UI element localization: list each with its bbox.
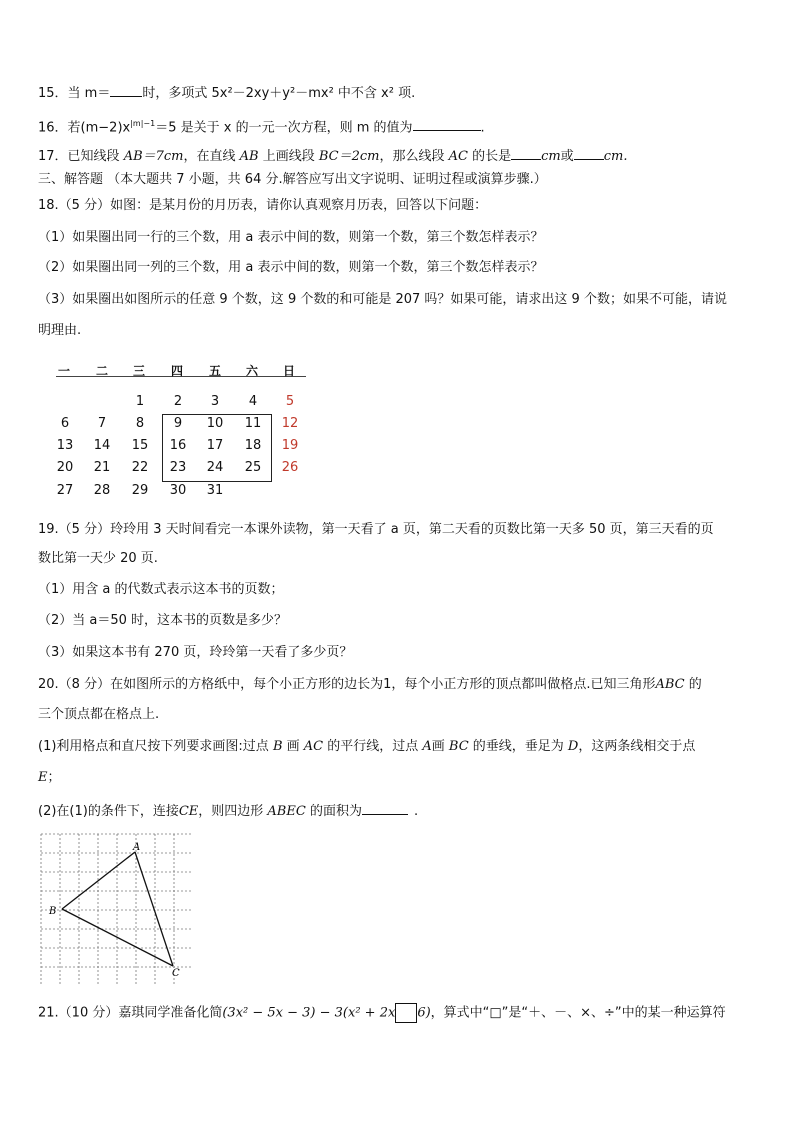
question-19-part1: （1）用含 a 的代数式表示这本书的页数； [38,582,284,597]
weekday-label: 三 [132,364,145,378]
vertex-a-label: A [133,842,141,853]
weekday-label: 一 [57,364,70,378]
question-19-part3: （3）如果这本书有 270 页，玲玲第一天看了多少页？ [38,645,353,660]
vertex-b-label: B [49,906,57,917]
calendar-day: 13 [56,438,74,453]
calendar-day: 12 [281,416,299,431]
answer-blank[interactable] [413,116,481,131]
weekday-label: 五 [208,364,221,378]
section-heading: 三、解答题 （本大题共 7 小题，共 64 分.解答应写出文字说明、证明过程或演算步骤.） [38,172,547,187]
calendar-day: 16 [169,438,187,453]
calendar-day: 24 [206,460,224,475]
calendar-day: 11 [244,416,262,431]
question-18-head: 18.（5 分）如图：是某月份的月历表，请你认真观察月历表，回答以下问题： [38,198,488,213]
calendar-day: 23 [169,460,187,475]
calendar-day: 5 [285,394,295,409]
question-20-part1: (1)利用格点和直尺按下列要求画图:过点 B 画 AC 的平行线，过点 A画 BC 的垂线，垂足为 D，这两条线相交于点 [38,739,696,754]
question-20-line1: 20.（8 分）在如图所示的方格纸中，每个小正方形的边长为1，每个小正方形的顶点都叫做格点.已知三角形ABC 的 [38,677,702,692]
answer-blank[interactable] [574,145,604,160]
calendar-day: 15 [131,438,149,453]
vertex-c-label: C [172,968,180,979]
calendar-day: 10 [206,416,224,431]
answer-blank[interactable] [110,82,142,97]
calendar-day: 20 [56,460,74,475]
calendar-day: 2 [173,394,183,409]
triangle-grid-svg [40,833,192,985]
calendar-day: 8 [135,416,145,431]
calendar-day: 14 [93,438,111,453]
question-18-part3-cont: 明理由. [38,323,82,338]
question-20-part1-cont: E； [38,770,61,785]
answer-blank[interactable] [511,145,541,160]
calendar-day: 31 [206,483,224,498]
calendar-day: 29 [131,483,149,498]
question-15: 15．当 m＝ 时，多项式 5x²－2xy＋y²－mx² 中不含 x² 项. [38,82,764,104]
question-18-part2: （2）如果圈出同一列的三个数，用 a 表示中间的数，则第一个数，第三个数怎样表示？ [38,260,544,275]
question-16: 16．若$(m-2)x^{|m|-1}=5$ 是关于 x 的一元一次方程，则 m 的值为 . [38,114,764,138]
answer-blank[interactable] [362,800,408,815]
calendar-day: 27 [56,483,74,498]
calendar-day: 26 [281,460,299,475]
calendar-day: 9 [173,416,183,431]
calendar-day: 18 [244,438,262,453]
calendar-day: 21 [93,460,111,475]
calendar-day: 7 [97,416,107,431]
calendar-day: 30 [169,483,187,498]
question-18-part3: （3）如果圈出如图所示的任意 9 个数，这 9 个数的和可能是 207 吗？如果可能，请求出这 9 个数；如果不可能，请说 [38,292,727,307]
question-19-line2: 数比第一天少 20 页. [38,551,158,566]
calendar-day: 6 [60,416,70,431]
weekday-label: 日 [282,364,295,378]
grid-figure [40,833,192,989]
calendar-day: 17 [206,438,224,453]
question-18-part1: （1）如果圈出同一行的三个数，用 a 表示中间的数，则第一个数，第三个数怎样表示？ [38,230,544,245]
calendar-day: 3 [210,394,220,409]
question-20-line2: 三个顶点都在格点上. [38,707,160,722]
question-20-part2: (2)在(1)的条件下，连接CE，则四边形 ABEC 的面积为 . [38,800,764,822]
weekday-label: 四 [170,364,183,378]
operator-box[interactable] [395,1003,417,1023]
calendar-day: 19 [281,438,299,453]
question-17: 17．已知线段 AB＝7cm，在直线 AB 上画线段 BC＝2cm，那么线段 AC 的长是 cm或 cm. [38,145,764,167]
calendar-day: 4 [248,394,258,409]
question-19-part2: （2）当 a＝50 时，这本书的页数是多少？ [38,613,288,628]
side-ab [62,852,135,909]
calendar [50,362,310,502]
question-19-line1: 19.（5 分）玲玲用 3 天时间看完一本课外读物，第一天看了 a 页，第二天看的页数比第一天多 50 页，第三天看的页 [38,522,714,537]
calendar-day: 1 [135,394,145,409]
weekday-label: 二 [95,364,108,378]
calendar-day: 25 [244,460,262,475]
calendar-day: 28 [93,483,111,498]
weekday-label: 六 [245,364,258,378]
calendar-day: 22 [131,460,149,475]
question-21: 21.（10 分）嘉琪同学准备化简(3x² − 5x − 3) − 3(x² + 2x 6)，算式中“□”是“＋、－、×、÷”中的某一种运算符 [38,1003,764,1024]
